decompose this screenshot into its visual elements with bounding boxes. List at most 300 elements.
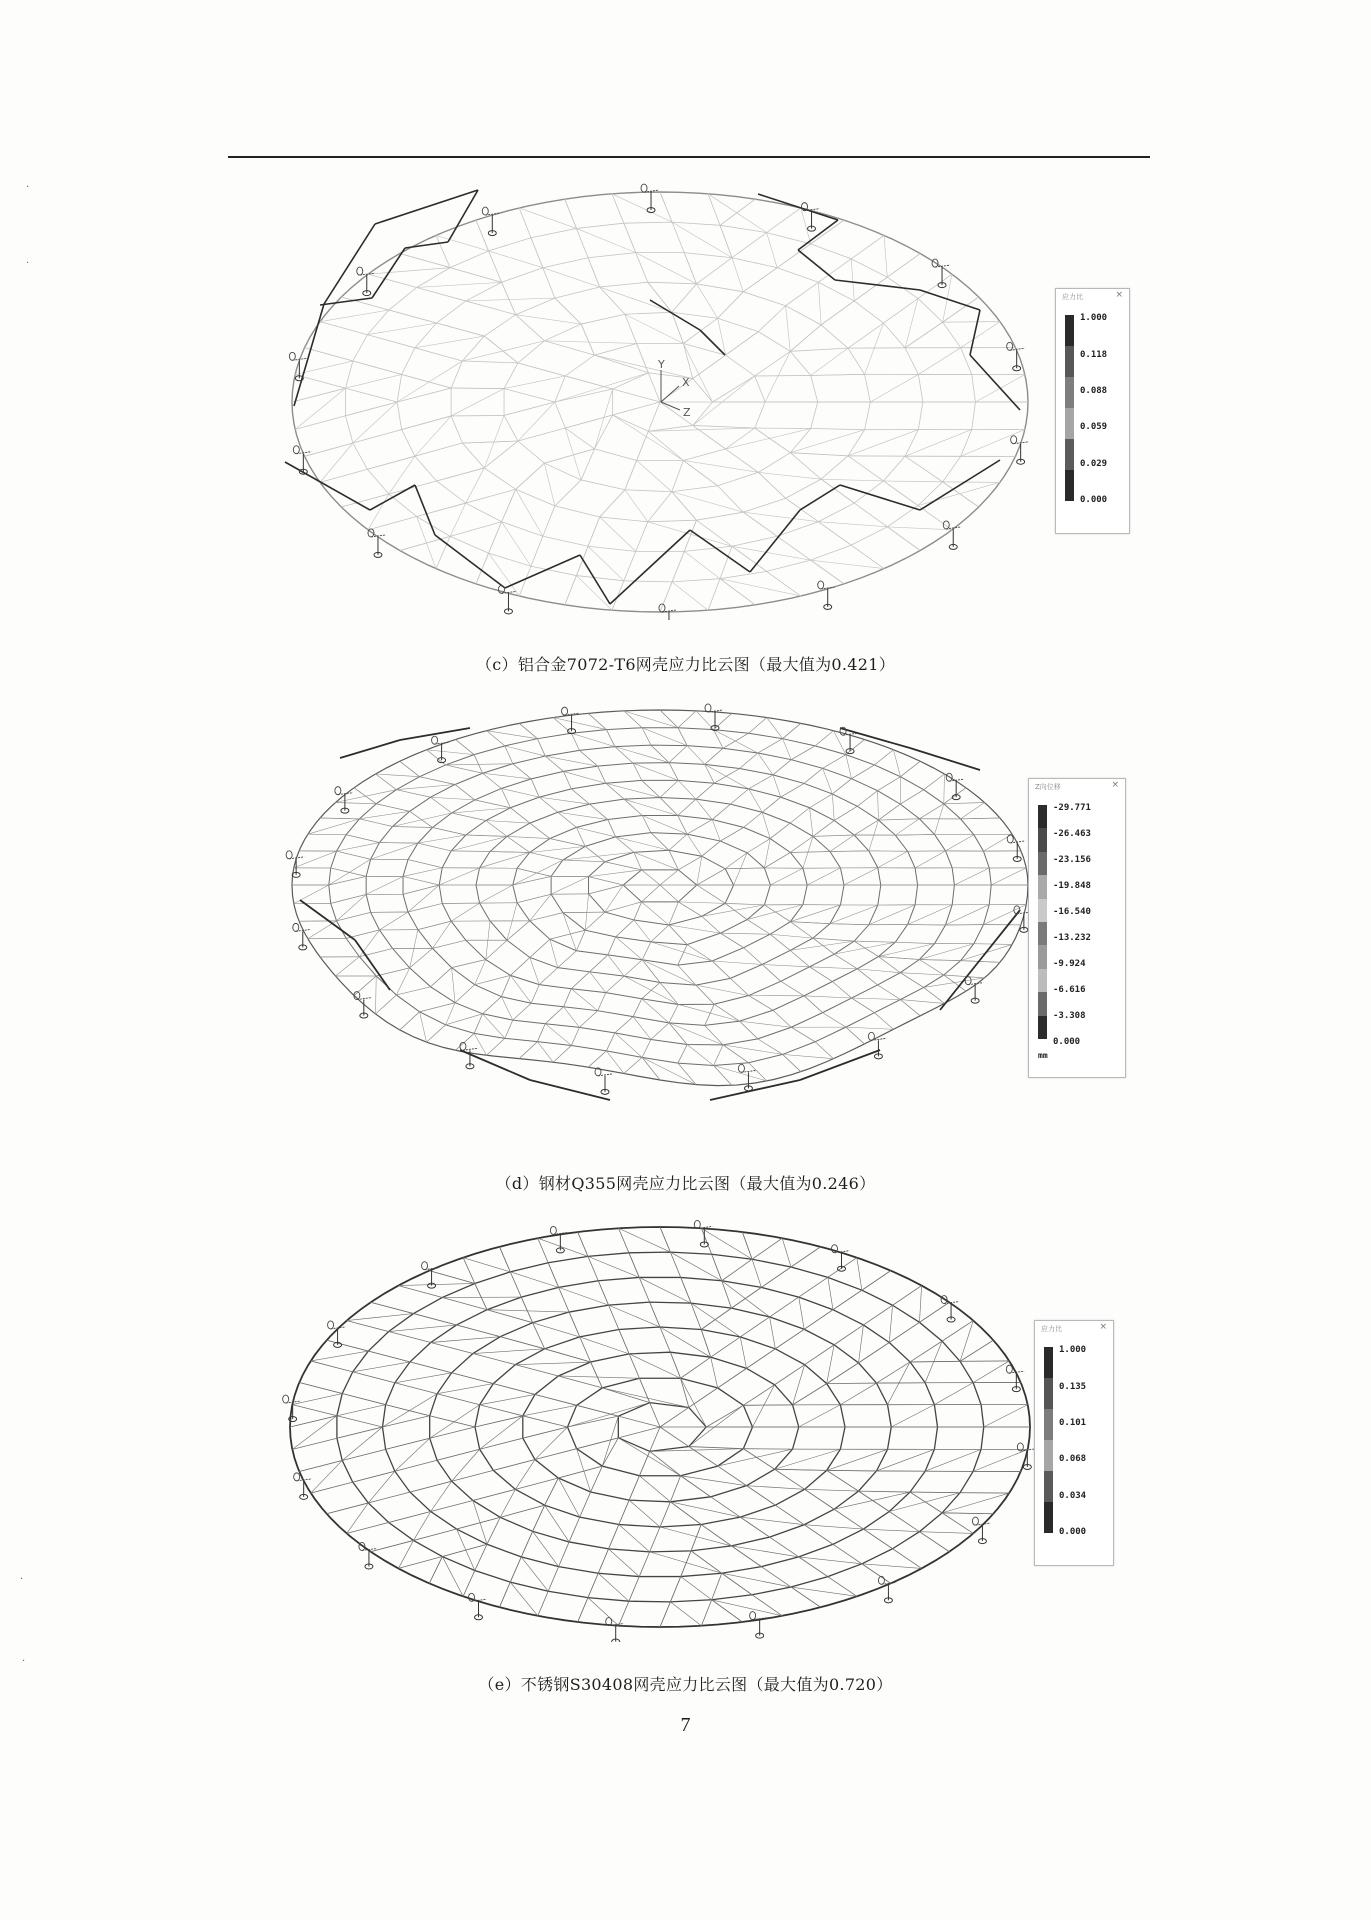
mesh-member: [408, 860, 442, 868]
mesh-member: [386, 1405, 430, 1416]
figure-c-shell-model: [280, 180, 1040, 620]
mesh-member: [910, 1361, 960, 1362]
mesh-member: [590, 972, 606, 993]
mesh-member: [466, 298, 555, 301]
mesh-member: [720, 225, 732, 257]
mesh-member: [359, 819, 392, 827]
close-icon[interactable]: ×: [1111, 780, 1119, 790]
mesh-member: [427, 1025, 446, 1042]
mesh-member: [605, 862, 642, 870]
mesh-member: [859, 1343, 890, 1363]
mesh-member: [376, 976, 377, 1014]
mesh-member: [457, 1325, 501, 1337]
mesh-member: [456, 1033, 475, 1050]
mesh-ring: [476, 798, 844, 986]
mesh-member: [639, 1451, 649, 1475]
mesh-member: [588, 713, 606, 729]
mesh-member: [732, 546, 811, 560]
mesh-member: [486, 821, 507, 837]
mesh-member: [436, 235, 450, 267]
mesh-member: [740, 1337, 746, 1368]
mesh-member: [718, 1368, 747, 1388]
mesh-member: [846, 1027, 894, 1029]
mesh-member: [548, 1263, 558, 1288]
mesh-member: [642, 728, 651, 745]
stressed-member: [690, 530, 750, 572]
mesh-member: [718, 292, 744, 318]
mesh-member: [711, 1337, 741, 1357]
mesh-member: [781, 783, 804, 797]
mesh-member: [311, 1482, 353, 1493]
mesh-member: [834, 954, 857, 969]
mesh-member: [504, 402, 555, 415]
mesh-member: [418, 843, 451, 851]
mesh-member: [415, 443, 463, 456]
mesh-member: [770, 934, 813, 938]
mesh-member: [790, 453, 848, 456]
close-icon[interactable]: ×: [1115, 290, 1123, 300]
mesh-member: [725, 868, 764, 869]
mesh-member: [531, 985, 539, 1004]
mesh-member: [639, 1476, 670, 1502]
mesh-member: [463, 1258, 475, 1284]
mesh-member: [681, 1476, 711, 1497]
mesh-member: [749, 789, 763, 812]
mesh-member: [670, 1252, 721, 1281]
mesh-member: [600, 287, 672, 312]
support-symbol: [422, 1262, 428, 1270]
mesh-member: [493, 1384, 535, 1395]
mesh-member: [538, 1238, 588, 1256]
mesh-member: [402, 416, 452, 430]
mesh-member: [452, 813, 486, 821]
mesh-member: [550, 839, 585, 847]
mesh-member: [731, 1287, 761, 1308]
mesh-member: [395, 1383, 437, 1394]
stressed-member: [800, 1050, 880, 1080]
mesh-member: [895, 942, 934, 943]
mesh-member: [705, 1004, 714, 1025]
mesh-member: [669, 1023, 723, 1045]
mesh-member: [368, 268, 450, 275]
mesh-member: [878, 957, 919, 960]
mesh-member: [430, 1427, 475, 1438]
mesh-member: [452, 968, 455, 1003]
mesh-member: [591, 1362, 603, 1388]
mesh-member: [518, 428, 565, 441]
mesh-member: [942, 1513, 973, 1534]
mesh-member: [887, 527, 920, 551]
mesh-member: [678, 945, 687, 965]
mesh-member: [376, 804, 409, 811]
support-symbol: [1007, 342, 1013, 350]
mesh-member: [805, 1489, 859, 1491]
mesh-member: [579, 750, 597, 766]
mesh-member: [669, 763, 678, 781]
mesh-member: [558, 1376, 602, 1388]
mesh-member: [473, 1354, 515, 1365]
mesh-member: [642, 728, 687, 746]
mesh-member: [555, 389, 613, 402]
mesh-member: [507, 836, 530, 852]
mesh-member: [893, 1286, 922, 1306]
legend-c-label: 0.088: [1080, 386, 1108, 396]
mesh-member: [697, 258, 732, 284]
mesh-member: [530, 939, 550, 957]
mesh-member: [483, 773, 502, 788]
support-symbol: [705, 704, 711, 712]
mesh-member: [389, 1325, 457, 1332]
mesh-ring: [403, 763, 918, 1026]
mesh-member: [537, 1024, 545, 1042]
mesh-member: [486, 821, 530, 824]
mesh-member: [660, 870, 678, 885]
mesh-member: [848, 456, 884, 481]
mesh-member: [648, 522, 732, 546]
mesh-member: [403, 868, 442, 877]
mesh-member: [708, 579, 720, 610]
mesh-member: [558, 951, 577, 968]
mesh-member: [883, 481, 918, 506]
mesh-member: [848, 323, 884, 348]
mesh-member: [345, 374, 401, 388]
mesh-member: [450, 503, 466, 536]
mesh-member: [669, 834, 687, 850]
mesh-member: [642, 870, 660, 885]
mesh-member: [545, 1024, 571, 1046]
mesh-member: [878, 777, 901, 791]
stressed-member: [294, 304, 324, 406]
mesh-member: [642, 885, 660, 902]
support-symbol: [868, 1032, 874, 1040]
axis-y-label: Y: [658, 358, 665, 371]
mesh-member: [944, 788, 966, 804]
mesh-member: [767, 718, 783, 739]
mesh-member: [320, 310, 389, 322]
mesh-member: [833, 1290, 862, 1310]
mesh-member: [565, 576, 577, 605]
mesh-member: [367, 335, 414, 348]
mesh-member: [600, 490, 625, 517]
mesh-ring: [551, 833, 770, 945]
mesh-member: [598, 766, 606, 783]
mesh-member: [337, 851, 371, 859]
mesh-member: [516, 315, 545, 341]
mesh-member: [533, 1505, 545, 1531]
mesh-member: [299, 1460, 342, 1471]
mesh-member: [563, 912, 605, 913]
mesh-member: [810, 794, 833, 808]
mesh-member: [398, 1286, 442, 1298]
mesh-member: [590, 955, 608, 972]
mesh-member: [379, 912, 408, 930]
mesh-member: [613, 415, 684, 460]
mesh-member: [799, 1277, 828, 1297]
mesh-member: [642, 1057, 660, 1080]
mesh-member: [790, 348, 848, 351]
mesh-member: [919, 1302, 949, 1322]
mesh-member: [791, 1587, 857, 1596]
mesh-member: [450, 522, 501, 537]
mesh-member: [564, 771, 606, 783]
mesh-member: [786, 306, 791, 352]
mesh-member: [305, 443, 353, 456]
mesh-member: [311, 1460, 342, 1493]
mesh-member: [502, 282, 516, 314]
mesh-member: [731, 1546, 761, 1567]
mesh-member: [502, 489, 516, 521]
mesh-member: [813, 821, 834, 837]
mesh-member: [366, 876, 403, 894]
mesh-member: [619, 1228, 629, 1253]
mesh-member: [576, 930, 585, 951]
mesh-member: [783, 723, 801, 738]
mesh-member: [844, 868, 878, 885]
mesh-member: [442, 1297, 487, 1309]
mesh-member: [823, 755, 846, 769]
mesh-member: [639, 1552, 649, 1577]
mesh-member: [576, 546, 588, 575]
mesh-member: [758, 753, 773, 775]
mesh-member: [660, 983, 678, 1005]
legend-e-label: 0.101: [1059, 1418, 1087, 1428]
mesh-member: [732, 233, 767, 258]
mesh-member: [295, 416, 345, 430]
mesh-member: [865, 323, 884, 374]
mesh-member: [427, 750, 475, 755]
mesh-member: [475, 960, 486, 985]
mesh-member: [660, 1602, 670, 1627]
mesh-ring: [439, 780, 881, 1004]
support-symbol: [482, 207, 488, 215]
mesh-member: [893, 1549, 922, 1569]
mesh-member: [402, 374, 452, 388]
mesh-member: [598, 993, 606, 1011]
legend-d-label: -19.848: [1053, 881, 1091, 891]
mesh-member: [799, 1405, 841, 1427]
mesh-member: [523, 1427, 568, 1438]
mesh-member: [543, 506, 555, 536]
mesh-member: [588, 1051, 606, 1067]
mesh-member: [553, 718, 571, 734]
mesh-member: [660, 582, 672, 612]
mesh-member: [811, 348, 848, 375]
mesh-member: [629, 1476, 639, 1500]
mesh-member: [577, 1449, 591, 1492]
mesh-member: [555, 298, 581, 324]
mesh-member: [678, 856, 701, 870]
mesh-member: [672, 460, 684, 491]
mesh-member: [712, 961, 762, 964]
stressed-member: [580, 555, 610, 604]
mesh-member: [600, 517, 636, 551]
mesh-member: [851, 235, 884, 258]
mesh-member: [539, 968, 558, 985]
mesh-member: [781, 981, 804, 995]
stressed-member: [835, 280, 920, 290]
mesh-member: [513, 764, 531, 779]
mesh-member: [731, 1546, 798, 1557]
mesh-member: [376, 774, 397, 790]
mesh-member: [827, 1383, 877, 1384]
mesh-member: [474, 1014, 482, 1034]
mesh-member: [559, 1287, 609, 1305]
mesh-member: [455, 784, 475, 799]
stressed-member: [324, 224, 375, 304]
mesh-member: [767, 233, 778, 268]
stressed-member: [355, 940, 390, 990]
mesh-member: [619, 1500, 629, 1524]
mesh-member: [752, 1259, 761, 1287]
mesh-member: [810, 967, 858, 969]
mesh-member: [878, 819, 919, 820]
mesh-member: [530, 957, 539, 984]
legend-e: [1034, 1320, 1114, 1566]
mesh-member: [533, 1323, 580, 1337]
mesh-member: [400, 1012, 420, 1030]
mesh-member: [308, 834, 346, 835]
legend-d-label: -6.616: [1053, 985, 1086, 995]
mesh-member: [678, 780, 696, 799]
mesh-member: [311, 1361, 353, 1372]
mesh-member: [585, 846, 605, 861]
mesh-member: [764, 852, 790, 867]
mesh-member: [790, 922, 813, 938]
mesh-member: [747, 1349, 776, 1369]
mesh-member: [726, 429, 811, 449]
mesh-member: [565, 428, 581, 480]
mesh-member: [553, 1045, 571, 1062]
mesh-member: [466, 489, 516, 503]
mesh-member: [650, 1527, 660, 1552]
mesh-member: [943, 297, 979, 322]
mesh-member: [758, 1039, 783, 1055]
mesh-member: [811, 560, 884, 568]
mesh-member: [415, 336, 484, 348]
mesh-member: [550, 939, 558, 967]
mesh-member: [863, 1305, 892, 1325]
mesh-member: [433, 827, 466, 835]
mesh-member: [457, 1517, 501, 1529]
mesh-member: [589, 870, 642, 877]
mesh-member: [389, 1511, 431, 1522]
support-symbol: [972, 1517, 978, 1525]
mesh-member: [400, 761, 420, 776]
mesh-member: [954, 868, 989, 885]
scan-speck: ·: [26, 258, 30, 269]
stressed-member: [940, 960, 980, 1010]
mesh-member: [500, 1505, 544, 1517]
page-number: 7: [680, 1714, 691, 1736]
mesh-member: [830, 851, 869, 852]
mesh-member: [910, 1492, 942, 1513]
mesh-member: [335, 803, 376, 804]
mesh-member: [535, 1449, 577, 1460]
mesh-member: [915, 851, 945, 868]
mesh-member: [502, 522, 531, 567]
shell-mesh-c: [292, 192, 1028, 612]
mesh-member: [368, 494, 389, 530]
mesh-member: [681, 1277, 691, 1303]
mesh-member: [569, 1312, 580, 1337]
mesh-member: [462, 441, 518, 443]
mesh-member: [639, 1378, 649, 1402]
mesh-member: [775, 1469, 805, 1489]
mesh-member: [740, 1021, 758, 1039]
mesh-member: [830, 924, 869, 925]
mesh-member: [919, 959, 960, 960]
mesh-member: [335, 957, 359, 976]
mesh-member: [571, 733, 614, 746]
mesh-member: [609, 1549, 640, 1577]
mesh-member: [533, 1323, 545, 1349]
mesh-member: [790, 922, 830, 924]
mesh-member: [946, 905, 990, 925]
mesh-member: [827, 1345, 834, 1384]
mesh-member: [558, 1466, 602, 1478]
mesh-member: [500, 1337, 544, 1349]
stressed-member: [798, 250, 835, 280]
mesh-member: [294, 885, 329, 904]
mesh-member: [437, 323, 485, 336]
mesh-member: [900, 1000, 920, 1016]
mesh-member: [811, 220, 844, 244]
support-symbol: [432, 736, 438, 744]
mesh-member: [320, 322, 367, 335]
mesh-member: [564, 771, 572, 788]
mesh-member: [507, 836, 550, 838]
mesh-member: [397, 361, 462, 402]
mesh-member: [687, 945, 712, 961]
mesh-member: [919, 1532, 949, 1552]
mesh-member: [585, 912, 605, 930]
legend-d-title: Z向位移: [1035, 783, 1061, 791]
stressed-member: [372, 248, 405, 298]
mesh-member: [501, 975, 510, 996]
mesh-member: [608, 820, 616, 837]
mesh-member: [744, 812, 763, 827]
mesh-member: [578, 1598, 588, 1622]
mesh-member: [629, 1500, 660, 1527]
mesh-member: [544, 341, 594, 355]
mesh-member: [475, 1544, 487, 1570]
mesh-member: [804, 996, 823, 1013]
mesh-member: [337, 843, 380, 852]
mesh-member: [942, 1493, 1009, 1513]
close-icon[interactable]: ×: [1099, 1322, 1107, 1332]
mesh-member: [430, 1416, 475, 1427]
mesh-member: [602, 1388, 649, 1403]
mesh-member: [740, 753, 758, 769]
mesh-member: [564, 989, 572, 1007]
mesh-member: [501, 788, 510, 807]
mesh-member: [910, 1341, 942, 1362]
stressed-member: [758, 194, 838, 220]
legend-d-label: -29.771: [1053, 803, 1091, 813]
mesh-member: [619, 1601, 629, 1626]
mesh-member: [389, 310, 437, 323]
legend-d-label: -3.308: [1053, 1011, 1086, 1021]
mesh-member: [648, 428, 754, 431]
mesh-member: [517, 868, 551, 876]
mesh-member: [874, 1013, 893, 1030]
legend-d-color-bar: [1038, 805, 1047, 1039]
mesh-member: [720, 933, 770, 934]
mesh-member: [832, 779, 851, 794]
mesh-member: [834, 1509, 863, 1529]
mesh-member: [740, 1021, 792, 1027]
support-symbol: [641, 184, 647, 192]
